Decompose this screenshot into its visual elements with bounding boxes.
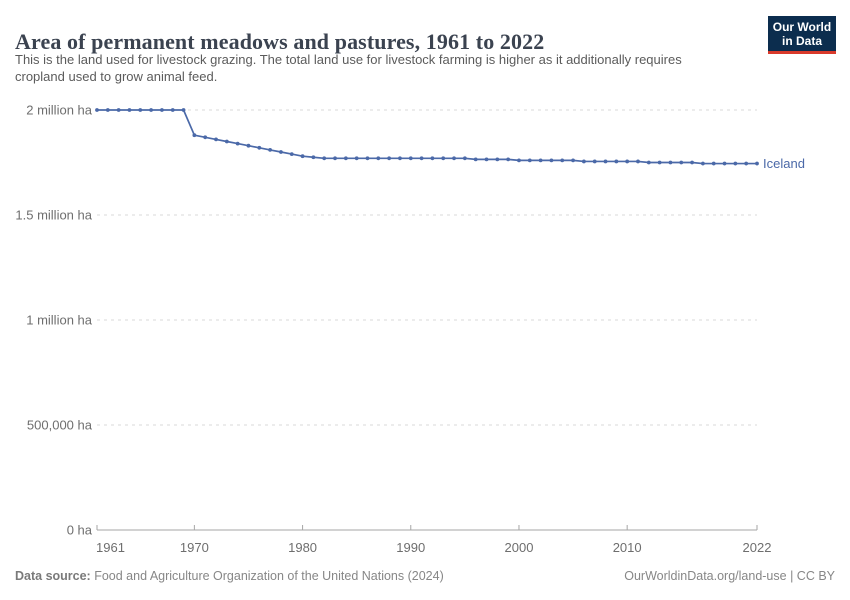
data-point-1989[interactable] [398, 156, 402, 160]
data-point-2018[interactable] [712, 162, 716, 166]
data-source-text: Food and Agriculture Organization of the United Nations (2024) [94, 569, 444, 583]
data-point-1963[interactable] [117, 108, 121, 112]
data-point-1990[interactable] [409, 156, 413, 160]
cc-by-link[interactable]: CC BY [796, 569, 835, 583]
data-point-1996[interactable] [474, 157, 478, 161]
data-point-1964[interactable] [128, 108, 132, 112]
data-point-2016[interactable] [690, 161, 694, 165]
data-point-2000[interactable] [517, 159, 521, 163]
owid-logo[interactable] [768, 16, 836, 54]
x-axis-tick-label: 2022 [742, 540, 772, 555]
data-point-2007[interactable] [593, 160, 597, 164]
data-point-1993[interactable] [441, 156, 445, 160]
data-point-1999[interactable] [506, 157, 510, 161]
entity-label-iceland[interactable]: Iceland [763, 156, 805, 172]
data-point-2002[interactable] [539, 159, 543, 163]
data-point-2020[interactable] [733, 162, 737, 166]
y-axis-tick-label: 2 million ha [26, 102, 92, 118]
owid-url-link[interactable]: OurWorldinData.org/land-use [624, 569, 787, 583]
x-axis-tick-label: 1980 [288, 540, 318, 555]
data-point-1969[interactable] [182, 108, 186, 112]
data-source-note [15, 569, 444, 583]
data-point-1968[interactable] [171, 108, 175, 112]
data-line-iceland[interactable] [97, 110, 757, 164]
data-source-label: Data source: [15, 569, 91, 583]
data-point-1976[interactable] [257, 146, 261, 150]
data-point-2009[interactable] [614, 160, 618, 164]
data-point-1998[interactable] [495, 157, 499, 161]
data-point-1986[interactable] [366, 156, 370, 160]
data-point-2014[interactable] [669, 161, 673, 165]
data-point-1991[interactable] [420, 156, 424, 160]
data-point-2003[interactable] [550, 159, 554, 163]
data-point-1995[interactable] [463, 156, 467, 160]
data-point-1971[interactable] [203, 135, 207, 139]
data-point-2001[interactable] [528, 159, 532, 163]
data-point-2021[interactable] [744, 162, 748, 166]
data-point-1983[interactable] [333, 156, 337, 160]
data-point-2011[interactable] [636, 160, 640, 164]
data-point-2019[interactable] [723, 162, 727, 166]
data-point-1961[interactable] [95, 108, 99, 112]
data-point-1965[interactable] [138, 108, 142, 112]
data-point-1988[interactable] [387, 156, 391, 160]
data-point-2012[interactable] [647, 161, 651, 165]
data-point-2022[interactable] [755, 162, 759, 166]
data-point-1992[interactable] [431, 156, 435, 160]
x-axis-tick-label: 2010 [612, 540, 642, 555]
data-point-2017[interactable] [701, 162, 705, 166]
data-point-1979[interactable] [290, 152, 294, 156]
chart-subtitle: This is the land used for livestock grazing. The total land use for livestock farming is higher as it additionally requires cropland used to grow animal feed. [15, 52, 682, 84]
chart-footer [15, 569, 835, 583]
data-point-2015[interactable] [679, 161, 683, 165]
data-point-1994[interactable] [452, 156, 456, 160]
data-point-1967[interactable] [160, 108, 164, 112]
data-point-1980[interactable] [301, 154, 305, 158]
data-point-1973[interactable] [225, 140, 229, 144]
data-point-2008[interactable] [604, 160, 608, 164]
x-axis-tick-label: 1961 [96, 540, 125, 555]
page-title: Area of permanent meadows and pastures, 1961 to 2022 [15, 28, 545, 54]
owid-logo-line1: Our World [772, 20, 832, 34]
data-point-1962[interactable] [106, 108, 110, 112]
data-point-2013[interactable] [658, 161, 662, 165]
data-point-1981[interactable] [311, 155, 315, 159]
data-point-1984[interactable] [344, 156, 348, 160]
data-point-1997[interactable] [485, 157, 489, 161]
data-point-1975[interactable] [247, 144, 251, 148]
data-point-2004[interactable] [560, 159, 564, 163]
data-point-1974[interactable] [236, 142, 240, 146]
data-point-1970[interactable] [192, 133, 196, 137]
data-point-2010[interactable] [625, 160, 629, 164]
data-point-1985[interactable] [355, 156, 359, 160]
data-point-1982[interactable] [322, 156, 326, 160]
owid-logo-line2: in Data [781, 34, 822, 48]
x-axis-tick-label: 2000 [504, 540, 534, 555]
data-point-1977[interactable] [268, 148, 272, 152]
data-point-2006[interactable] [582, 160, 586, 164]
x-axis-tick-label: 1970 [179, 540, 209, 555]
y-axis-tick-label: 1 million ha [26, 312, 92, 328]
data-point-1978[interactable] [279, 150, 283, 154]
y-axis-tick-label: 1.5 million ha [15, 207, 92, 223]
data-point-1987[interactable] [376, 156, 380, 160]
data-point-1972[interactable] [214, 138, 218, 142]
data-point-1966[interactable] [149, 108, 153, 112]
y-axis-tick-label: 0 ha [66, 522, 92, 538]
footer-right [624, 569, 835, 583]
y-axis-tick-label: 500,000 ha [26, 417, 92, 433]
data-point-2005[interactable] [571, 159, 575, 163]
footer-separator: | [786, 569, 797, 583]
x-axis-tick-label: 1990 [396, 540, 426, 555]
